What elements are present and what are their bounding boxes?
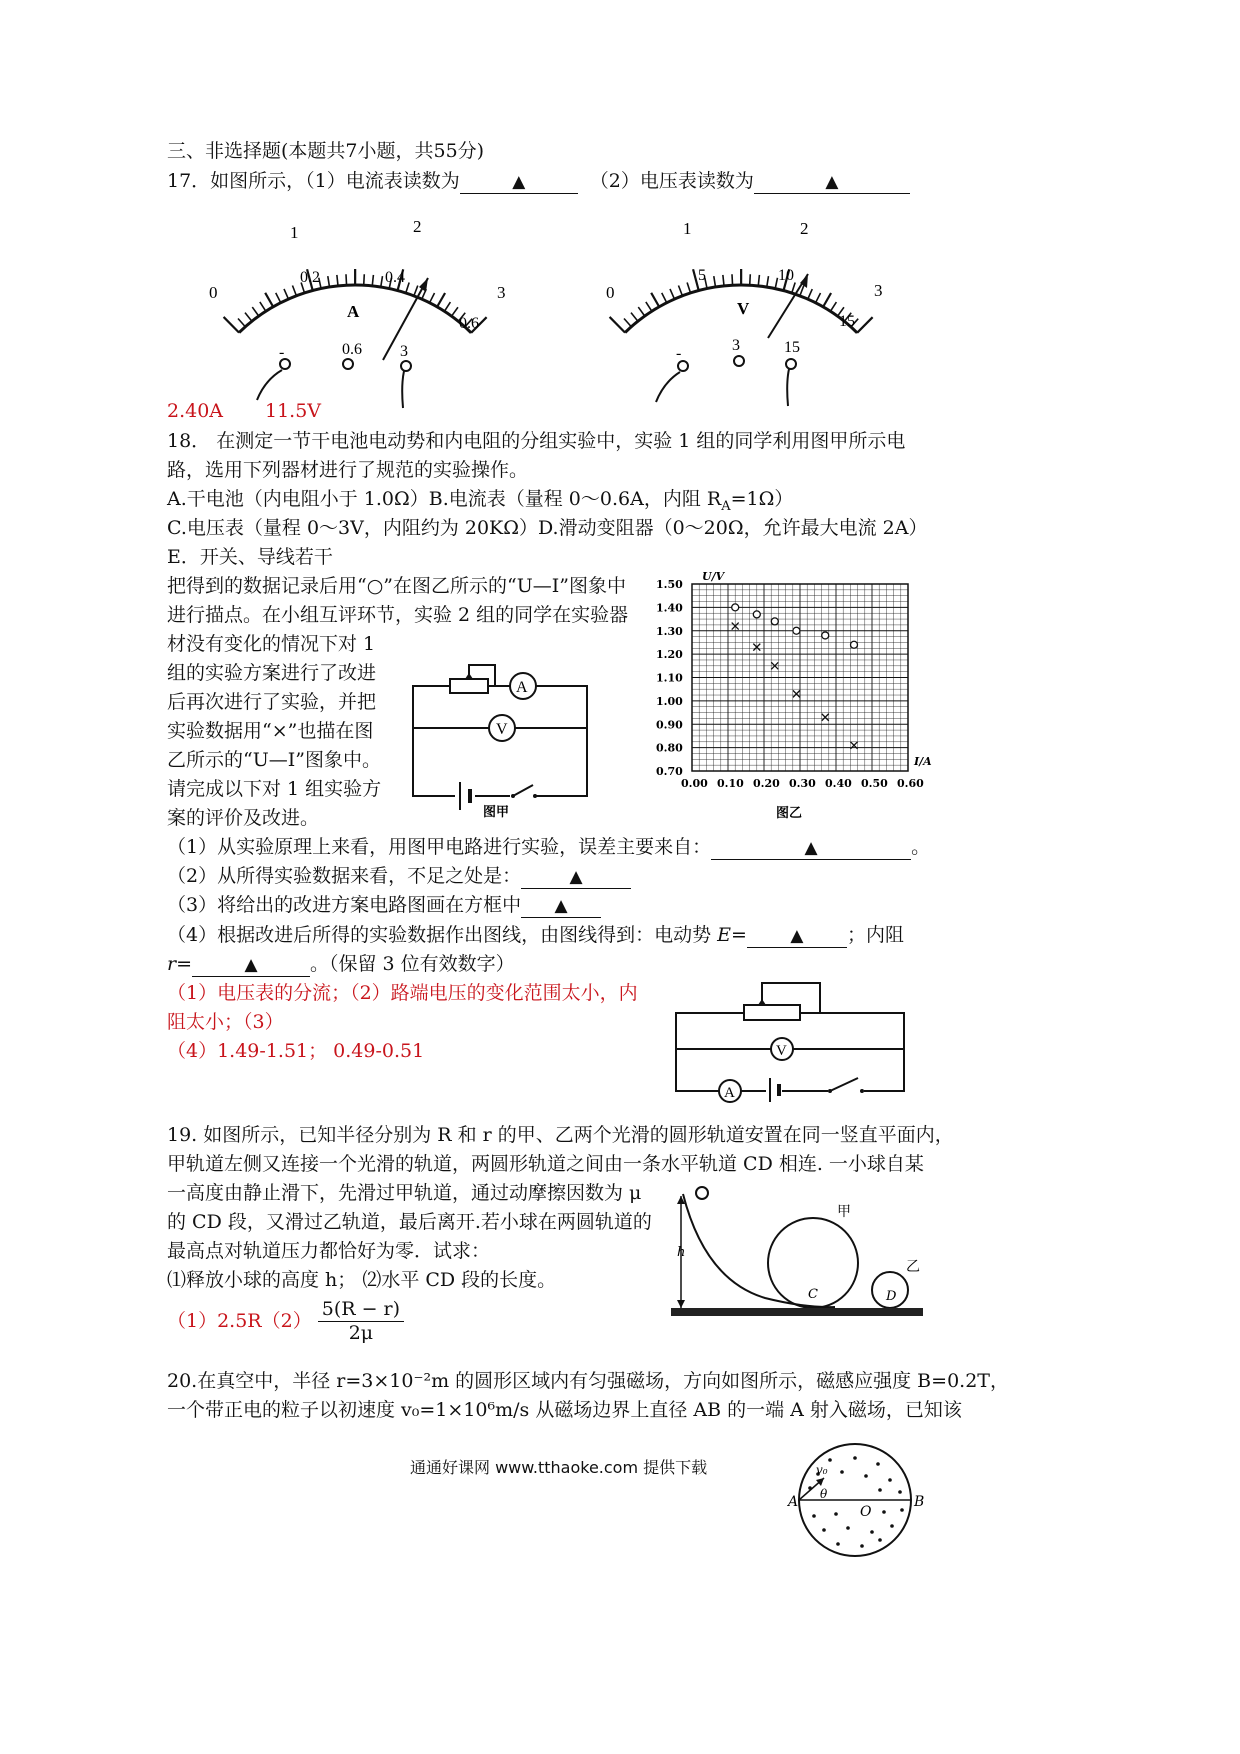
q17-stem: [167, 170, 910, 194]
footer-text: 通通好课网 www.tthaoke.com 提供下载: [410, 1458, 708, 1477]
blank-mark: ▲: [790, 926, 804, 946]
q17-blank-2: [754, 170, 910, 194]
slider-arrow: [465, 673, 473, 679]
q17-answer-current: 2.40A: [167, 400, 224, 422]
field-dot: [822, 1528, 826, 1532]
label-theta: θ: [820, 1487, 828, 1501]
terminal-icon: [280, 359, 290, 369]
q19-line1: 19. 如图所示，已知半径分别为 R 和 r 的甲、乙两个光滑的圆形轨道安置在同一竖直平面内，: [167, 1124, 954, 1146]
scale-tick: [372, 275, 373, 286]
y-tick-label: 1.40: [656, 601, 683, 615]
label-a: A: [788, 1494, 799, 1510]
wire: [656, 372, 680, 402]
scale-tick: [610, 317, 625, 333]
field-dot: [882, 1510, 886, 1514]
ammeter-terminal-06: 0.6: [342, 341, 362, 358]
q20-line1: 20.在真空中，半径 r=3×10⁻²m 的圆形区域内有匀强磁场，方向如图所示，磁感应强度 B=0.2T，: [167, 1370, 1009, 1392]
q18-sub4: [167, 924, 904, 948]
q18-para-6: 乙所示的“U—I”图象中。: [167, 749, 381, 771]
scale-tick: [381, 276, 383, 287]
field-dot: [860, 1544, 864, 1548]
scale-tick: [624, 319, 631, 327]
ammeter-symbol: A: [347, 302, 360, 321]
label-o: O: [860, 1504, 872, 1520]
field-dot: [890, 1524, 894, 1528]
field-dot: [876, 1462, 880, 1466]
field-dot: [812, 1514, 816, 1518]
circuit-improved: [670, 975, 910, 1100]
q18-para-3: 组的实验方案进行了改进: [167, 662, 377, 684]
y-tick-label: 1.20: [656, 648, 683, 662]
switch-icon: [533, 794, 537, 798]
voltmeter-label-0: 0: [606, 283, 615, 302]
wire: [787, 369, 789, 406]
q18-blank-4: [747, 924, 847, 948]
voltmeter-terminal-3: 3: [732, 337, 740, 354]
x-tick-label: 0.60: [897, 777, 924, 790]
voltmeter-label-10: 10: [778, 267, 794, 284]
q20-line2: 一个带正电的粒子以初速度 v₀=1×10⁶m/s 从磁场边界上直径 AB 的一端 A 射入磁场，已知该: [167, 1399, 962, 1421]
q18-sub1-text: （1）从实验原理上来看，用图甲电路进行实验，误差主要来自：: [167, 836, 712, 858]
blank-mark: ▲: [554, 896, 568, 916]
ammeter-scale: [224, 269, 487, 333]
scale-tick: [732, 274, 733, 285]
field-dot: [834, 1512, 838, 1516]
rheostat-icon: [450, 679, 488, 693]
scale-tick: [714, 276, 716, 287]
label-yi: 乙: [906, 1259, 920, 1275]
chart-ticks: [656, 578, 924, 790]
voltmeter-label-top2: 2: [800, 219, 809, 238]
q18-line5: E．开关、导线若干: [167, 546, 333, 568]
q18-sub4-tail: ；内阻: [846, 924, 904, 946]
voltmeter-icon-label: V: [776, 1043, 787, 1059]
scale-tick: [638, 307, 644, 316]
voltmeter-icon-label: V: [496, 721, 508, 738]
scale-tick: [414, 286, 418, 296]
ball-icon: [696, 1187, 708, 1199]
ammeter-label-02: 0.2: [300, 269, 320, 286]
q19-frac-numerator: 5(R − r): [318, 1298, 404, 1322]
scale-tick: [830, 302, 836, 311]
voltmeter-label-5: 5: [698, 267, 706, 284]
q19-line3: 一高度由静止滑下，先滑过甲轨道，通过动摩擦因数为 μ: [167, 1182, 642, 1204]
scale-tick: [816, 293, 821, 303]
ammeter-label-top2: 2: [413, 217, 422, 236]
scale-tick: [750, 274, 751, 285]
rheostat-icon: [744, 1005, 800, 1020]
scale-tick: [857, 317, 872, 333]
q17-stem-b: （2）电压表读数为: [589, 170, 754, 192]
q18-para-5: 实验数据用“×”也描在图: [167, 720, 374, 742]
q18-answer-3: （4）1.49-1.51； 0.49-0.51: [167, 1040, 425, 1062]
q18-blank-1: [711, 836, 911, 860]
terminal-icon: [678, 361, 688, 371]
q18-para-0: 把得到的数据记录后用“○”在图乙所示的“U—I”图象中: [167, 575, 626, 597]
x-tick-label: 0.30: [789, 777, 816, 790]
q18-sub3-text: （3）将给出的改进方案电路图画在方框中: [167, 894, 522, 916]
field-dot: [836, 1542, 840, 1546]
y-tick-label: 0.90: [656, 718, 683, 732]
scale-tick: [328, 276, 330, 287]
scale-tick: [792, 283, 795, 293]
blank-mark: ▲: [825, 172, 839, 192]
q18-para-1: 进行描点。在小组互评环节，实验 2 组的同学在实验器: [167, 604, 629, 626]
scale-tick: [767, 276, 769, 287]
scale-tick: [808, 289, 812, 299]
scale-tick: [678, 285, 682, 295]
q19-line4: 的 CD 段，又滑过乙轨道，最后离开.若小球在两圆轨道的: [167, 1211, 652, 1233]
q18-sub3: [167, 894, 601, 918]
ammeter-label-0: 0: [209, 283, 218, 302]
y-tick-label: 1.50: [656, 578, 683, 591]
q18-answer-2: 阻太小；（3）: [167, 1011, 284, 1033]
section-title: 三、非选择题(本题共7小题，共55分): [167, 140, 485, 162]
x-tick-label: 0.10: [717, 777, 744, 790]
label-b: B: [914, 1494, 925, 1510]
q19-answer-prefix: （1）2.5R（2）: [167, 1309, 312, 1332]
y-tick-label: 0.70: [656, 765, 683, 778]
terminal-icon: [401, 361, 411, 371]
scale-tick: [238, 319, 245, 327]
switch-icon: [860, 1089, 864, 1093]
label-h: h: [677, 1245, 686, 1260]
scale-tick: [245, 313, 252, 322]
label-v0: v₀: [816, 1463, 828, 1477]
scale-tick: [364, 274, 365, 285]
terminal-icon: [786, 359, 796, 369]
ammeter-icon-label: A: [516, 679, 528, 696]
q18-blank-2: [521, 865, 631, 889]
q18-line4: C.电压表（量程 0～3V，内阻约为 20KΩ）D.滑动变阻器（0～20Ω，允许最大电流 2A）: [167, 517, 928, 539]
q17-stem-a: 17．如图所示，（1）电流表读数为: [167, 170, 460, 192]
voltmeter-terminal-15: 15: [784, 339, 800, 356]
blank-mark: ▲: [804, 838, 818, 858]
scale-tick: [452, 307, 458, 316]
x-tick-label: 0.20: [753, 777, 780, 790]
field-dot: [846, 1526, 850, 1530]
scale-tick: [444, 302, 450, 311]
scale-tick: [224, 317, 239, 333]
circuit-jia: [405, 652, 595, 822]
ground: [671, 1308, 923, 1316]
scale-tick: [430, 293, 435, 303]
q18-blank-5: [192, 953, 310, 977]
ammeter-label-04: 0.4: [385, 269, 405, 286]
point-cross: [822, 714, 829, 721]
point-circle: [851, 641, 858, 648]
scale-tick: [670, 289, 674, 299]
scale-tick: [276, 293, 281, 303]
field-dot: [878, 1538, 882, 1542]
blank-mark: ▲: [244, 955, 258, 975]
scale-tick: [651, 293, 659, 307]
scale-tick: [646, 302, 652, 311]
chart-xlabel: I/A: [914, 755, 932, 768]
x-tick-label: 0.50: [861, 777, 888, 790]
field-dot: [870, 1530, 874, 1534]
scale-tick: [292, 285, 296, 295]
point-circle: [793, 627, 800, 634]
field-dot: [808, 1486, 812, 1490]
q17-blank-1: [460, 170, 578, 194]
scale-tick: [823, 293, 831, 307]
terminal-icon: [734, 356, 744, 366]
chart-points: [732, 604, 858, 749]
voltmeter-label-15: 15: [839, 313, 855, 330]
label-c: C: [808, 1287, 818, 1302]
x-tick-label: 0.40: [825, 777, 852, 790]
q18-para-8: 案的评价及改进。: [167, 807, 320, 829]
q18-line2: 路，选用下列器材进行了规范的实验操作。: [167, 459, 529, 481]
voltmeter-figure: [598, 210, 928, 410]
q18-sub4-r: r=: [167, 953, 193, 975]
point-cross: [793, 690, 800, 697]
wire: [402, 371, 404, 408]
field-dot: [840, 1470, 844, 1474]
field-dot: [828, 1458, 832, 1462]
scale-tick: [631, 313, 638, 322]
q19-line2: 甲轨道左侧又连接一个光滑的轨道，两圆形轨道之间由一条水平轨道 CD 相连. 一小球自某: [167, 1153, 924, 1175]
voltmeter-symbol: V: [737, 299, 750, 318]
terminal-icon: [343, 359, 353, 369]
blank-mark: ▲: [512, 172, 526, 192]
ammeter-terminal-3: 3: [400, 343, 408, 360]
q18-sub4-line2: [167, 953, 515, 977]
wire: [257, 370, 282, 400]
field-dot: [888, 1478, 892, 1482]
point-circle: [753, 611, 760, 618]
x-tick-label: 0.00: [681, 777, 708, 790]
q18-sub4-text: （4）根据改进后所得的实验数据作出图线，由图线得到：电动势: [167, 924, 718, 946]
field-dot: [853, 1456, 857, 1460]
label-jia: 甲: [837, 1204, 851, 1220]
blank-mark: ▲: [569, 867, 583, 887]
scale-tick: [252, 307, 258, 316]
scale-tick: [758, 275, 759, 286]
q18-line3: [167, 488, 793, 514]
arrow-head: [677, 1300, 685, 1308]
scale-tick: [437, 293, 445, 307]
ammeter-label-3: 3: [497, 283, 506, 302]
q19-frac-denominator: 2μ: [348, 1321, 374, 1344]
q18-answer-1: （1）电压表的分流；（2）路端电压的变化范围太小，内: [167, 982, 638, 1004]
q18-line3-sub: A: [721, 498, 731, 514]
q18-line3-text: A.干电池（内电阻小于 1.0Ω）B.电流表（量程 0～0.6A，内阻 R: [167, 488, 722, 510]
chart-ylabel: U/V: [702, 570, 725, 583]
field-dot: [898, 1490, 902, 1494]
q19-line5: 最高点对轨道压力都恰好为零．试求：: [167, 1240, 491, 1262]
voltmeter-label-top1: 1: [683, 219, 692, 238]
magnetic-field-figure: [780, 1440, 930, 1560]
fig-yi-caption: 图乙: [776, 806, 803, 821]
q18-sub1: （1）从实验原理上来看，用图甲电路进行实验，误差主要来自： ▲ 。: [167, 836, 931, 858]
field-dot: [900, 1508, 904, 1512]
y-tick-label: 0.80: [656, 741, 683, 755]
scale-tick: [346, 274, 347, 285]
track-figure: [665, 1180, 930, 1320]
point-circle: [822, 632, 829, 639]
y-tick-label: 1.10: [656, 671, 683, 685]
scale-tick: [265, 293, 273, 307]
point-circle: [771, 618, 778, 625]
q18-line3-tail: =1Ω）: [730, 488, 794, 510]
ammeter-label-06: 0.6: [459, 315, 479, 332]
scale-tick: [406, 283, 409, 293]
q18-sub4-e: E=: [717, 924, 747, 946]
scale-tick: [260, 302, 266, 311]
voltmeter-label-3: 3: [874, 281, 883, 300]
ammeter-label-top1: 1: [290, 223, 299, 242]
scale-tick: [284, 289, 288, 299]
q18-para-4: 后再次进行了实验，并把: [167, 691, 377, 713]
y-tick-label: 1.00: [656, 694, 683, 708]
q18-para-7: 请完成以下对 1 组实验方: [167, 778, 382, 800]
label-d: D: [886, 1289, 897, 1304]
ui-chart: [652, 568, 942, 828]
field-dot: [864, 1474, 868, 1478]
scale-tick: [723, 275, 724, 286]
scale-tick: [337, 275, 338, 286]
scale-tick: [662, 293, 667, 303]
ammeter-figure: [195, 210, 525, 410]
ammeter-icon-label: A: [724, 1085, 735, 1101]
q17-answer-voltage: 11.5V: [265, 400, 322, 422]
voltmeter-terminal-minus: -: [676, 345, 682, 362]
q18-sub2: [167, 865, 631, 889]
scale-tick: [687, 282, 690, 292]
q19-answer-fraction: [318, 1298, 404, 1345]
q18-line1: 18． 在测定一节干电池电动势和内电阻的分组实验中，实验 1 组的同学利用图甲所示电: [167, 430, 906, 452]
slider-arrow: [758, 999, 766, 1005]
q18-para-2: 材没有变化的情况下对 1: [167, 633, 376, 655]
q18-sub2-text: （2）从所得实验数据来看，不足之处是：: [167, 865, 522, 887]
q19-answer: [167, 1298, 404, 1345]
ammeter-terminal-minus: -: [279, 344, 285, 361]
field-dot: [878, 1488, 882, 1492]
point-circle: [732, 604, 739, 611]
q19-line6: ⑴释放小球的高度 h； ⑵水平 CD 段的长度。: [167, 1269, 557, 1291]
chart-grid: [692, 584, 908, 771]
q18-blank-3: [521, 894, 601, 918]
fig-jia-caption: 图甲: [483, 805, 510, 820]
q18-sub4-end: 。（保留 3 位有效数字）: [310, 953, 515, 975]
y-tick-label: 1.30: [656, 624, 683, 638]
